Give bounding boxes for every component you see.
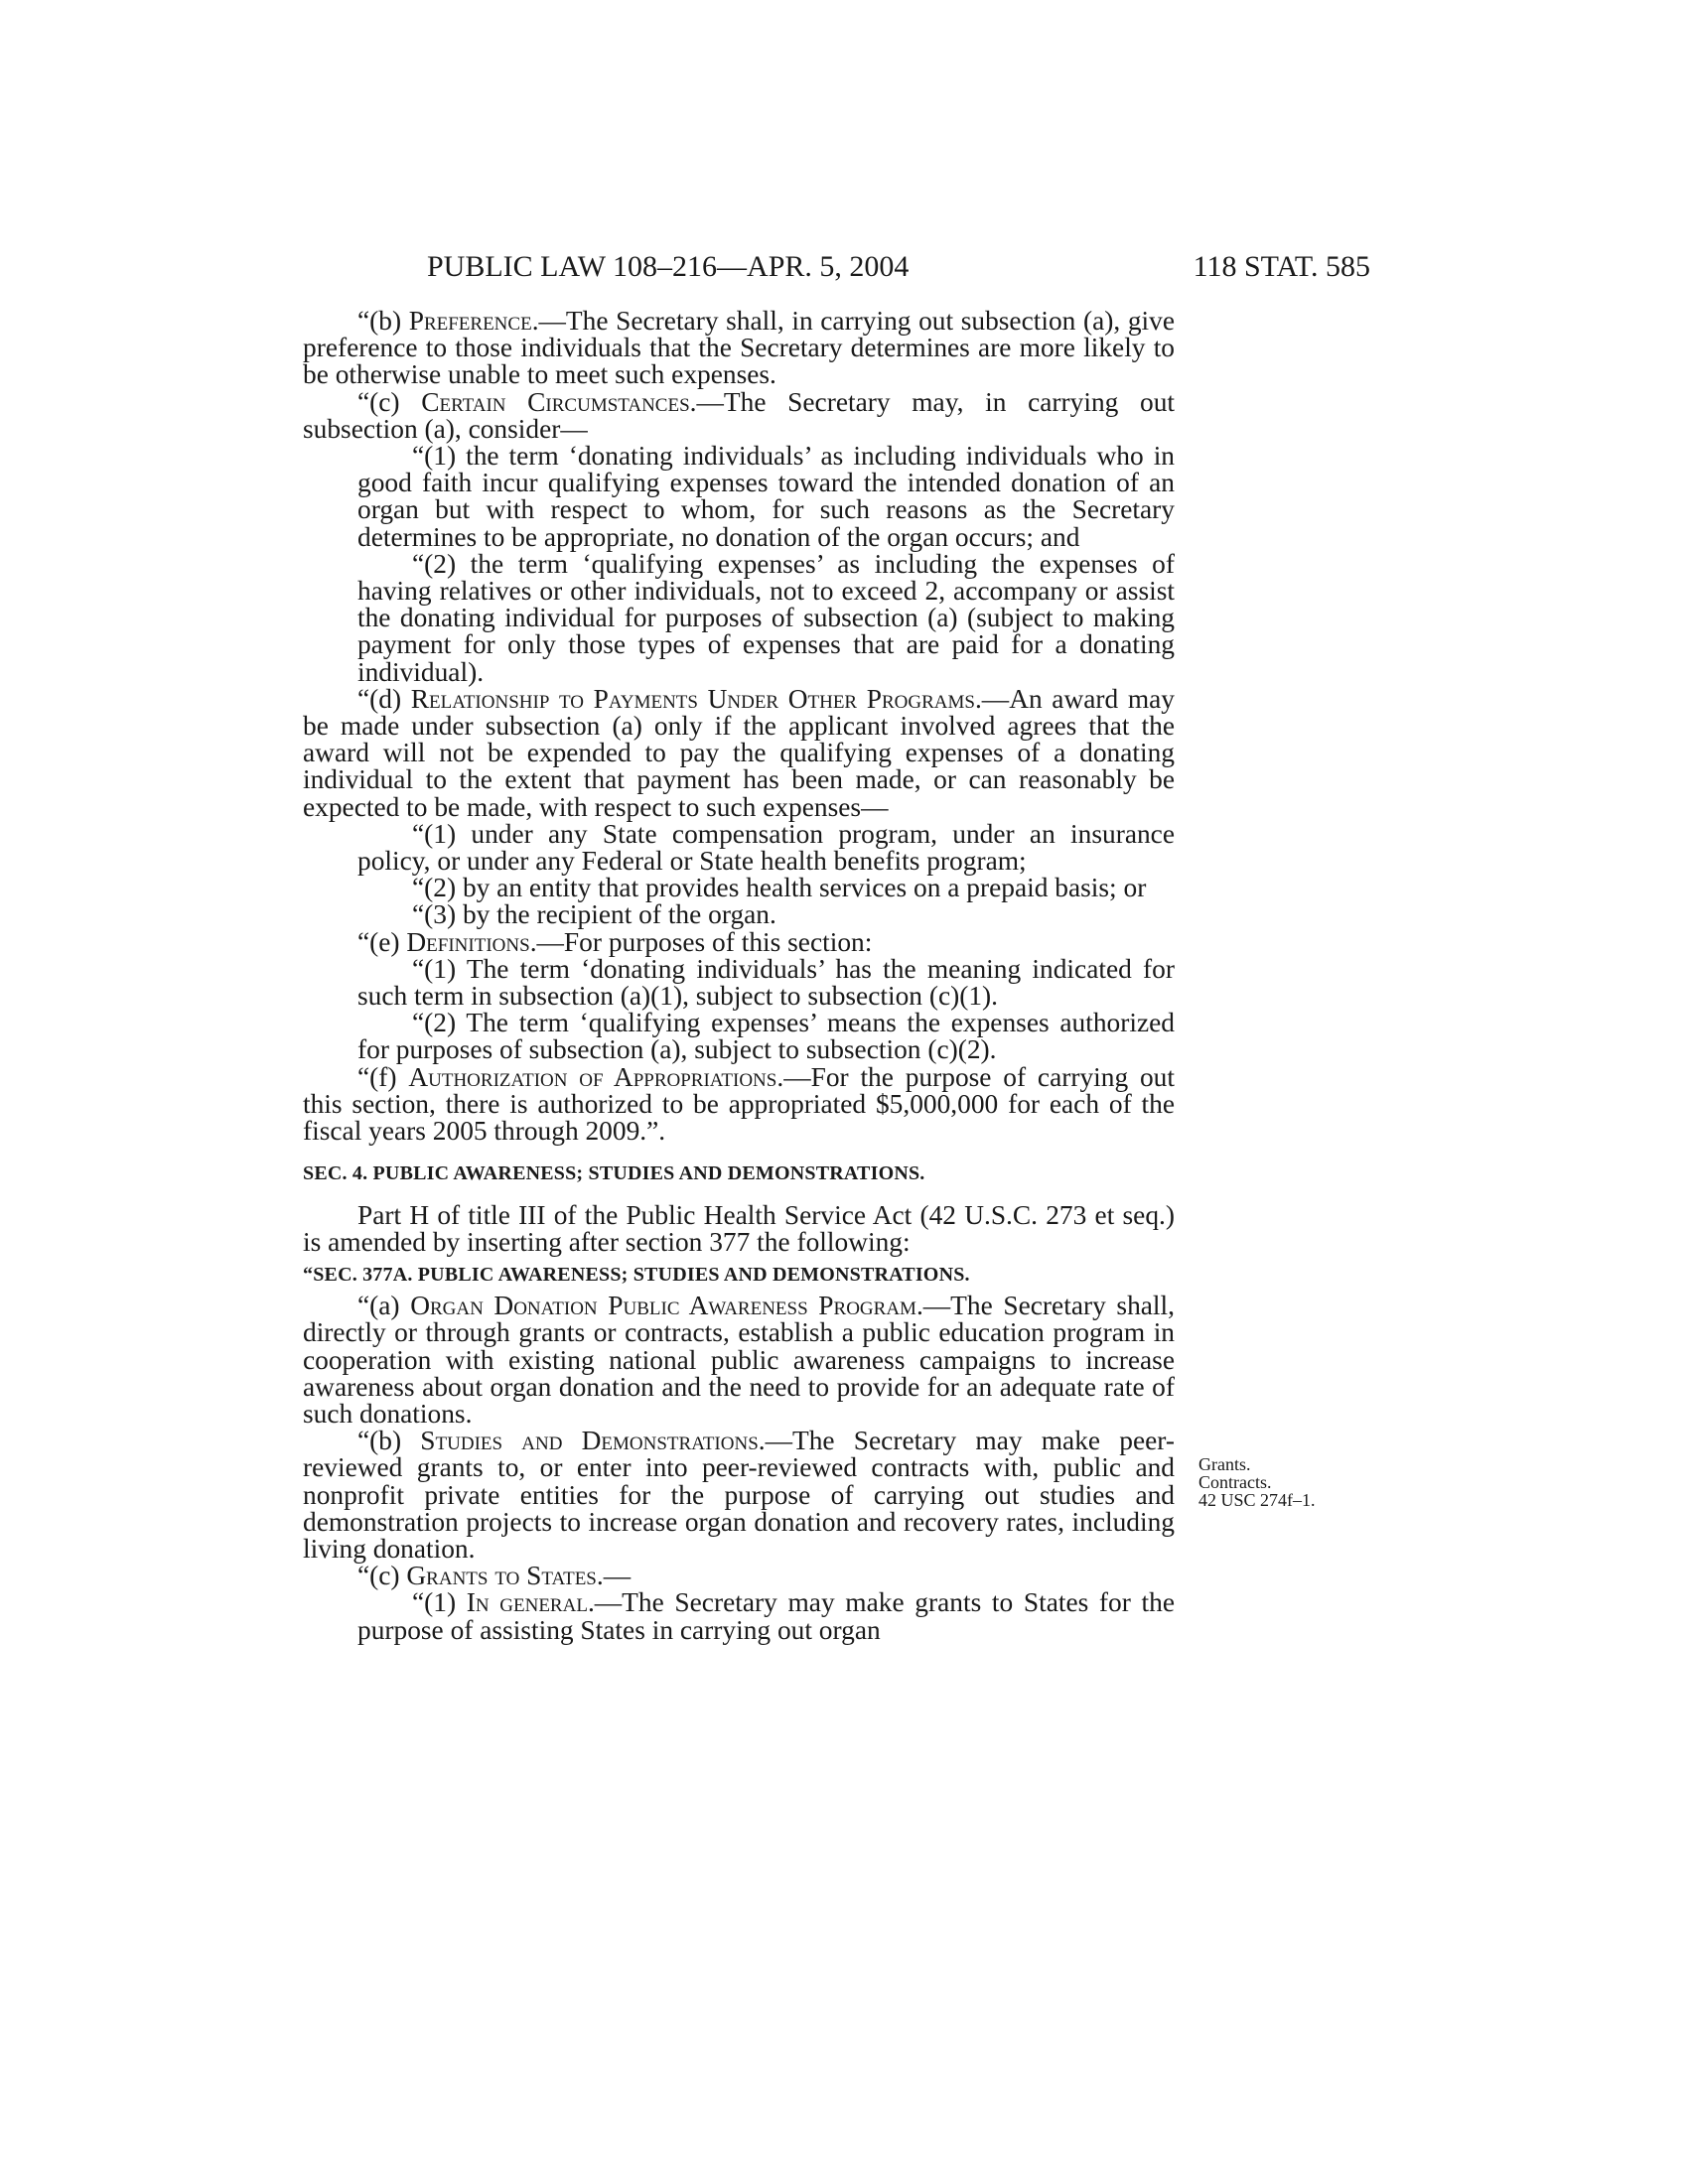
document-body (303, 308, 1175, 1644)
paragraph-e1: “(1) The term ‘donating individuals’ has the meaning indicated for such term in subsection (a)(1), subject to subsection (c)(1). (357, 953, 1175, 1012)
subsection-b-preference: “(b) Preference.—The Secretary shall, in carrying out subsection (a), give preference to those individuals that the Secretary determines are more likely to be otherwise unable to meet such expenses. (303, 306, 1175, 390)
margin-note (1198, 1455, 1347, 1509)
subsection-heading: Preference (408, 306, 532, 336)
page-header (303, 250, 1370, 290)
subsection-d-relationship: “(d) Relationship to Payments Under Other Programs.—An award may be made under subsection (a) only if the applicant involved agrees that the award will not be expended to pay the qualifying expenses of a donating individual to the extent that payment has been made, or can reasonably be expected to be made, with respect to such expenses— (303, 683, 1175, 822)
subsection-c-grants-to-states: “(c) Grants to States.— (357, 1561, 632, 1591)
subsection-heading: Relationship to Payments Under Other Programs (410, 683, 975, 714)
paragraph-d2: “(2) by an entity that provides health services on a prepaid basis; or (412, 873, 1147, 903)
subsection-heading: Organ Donation Public Awareness Program (410, 1291, 916, 1321)
paragraph-e2: “(2) The term ‘qualifying expenses’ means the expenses authorized for purposes of subsection (a), subject to subsection (c)(2). (357, 1008, 1175, 1065)
subsection-a-public-awareness: “(a) Organ Donation Public Awareness Program.—The Secretary shall, directly or through grants or contracts, establish a public education program in cooperation with existing national public awareness campaigns to increase awareness about organ donation and the need to provide for an adequate rate of such donations. (303, 1291, 1175, 1429)
margin-note-usc-citation: 42 USC 274f–1. (1198, 1490, 1316, 1510)
subsection-heading: Grants to States (406, 1561, 597, 1591)
page-header-title: PUBLIC LAW 108–216—APR. 5, 2004 (427, 250, 910, 283)
margin-note-grants: Grants. (1198, 1454, 1251, 1474)
subsection-c-circumstances: “(c) Certain Circumstances.—The Secretary may, in carrying out subsection (a), consider— (303, 386, 1176, 444)
section-4-text: Part H of title III of the Public Health Service Act (42 U.S.C. 273 et seq.) is amended by inserting after section 377 the following: (303, 1199, 1175, 1257)
subsection-heading: Certain Circumstances (421, 386, 690, 417)
section-377a-heading: “SEC. 377A. PUBLIC AWARENESS; STUDIES AND DEMONSTRATIONS. (303, 1263, 970, 1286)
paragraph-c2: “(2) the term ‘qualifying expenses’ as including the expenses of having relatives or other individuals, not to exceed 2, accompany or assist the donating individual for purposes of subsection (a) (subject to making payment for only those types of expenses that are paid for a donating individual). (357, 548, 1175, 687)
paragraph-d3: “(3) by the recipient of the organ. (412, 899, 776, 930)
subsection-e-definitions: “(e) Definitions.—For purposes of this section: (357, 926, 873, 957)
subsection-b-studies: “(b) Studies and Demonstrations.—The Secretary may make peer-reviewed grants to, or enter into peer-reviewed contracts with, public and nonprofit private entities for the purpose of carrying out studies and demonstration projects to increase organ donation and recovery rates, including living donation. (303, 1426, 1175, 1564)
subsection-heading: In general (466, 1587, 588, 1618)
subsection-f-authorization: “(f) Authorization of Appropriations.—For the purpose of carrying out this section, there is authorized to be appropriated $5,000,000 for each of the fiscal years 2005 through 2009.”. (303, 1061, 1175, 1147)
subsection-heading: Definitions (406, 926, 530, 957)
margin-note-contracts: Contracts. (1198, 1472, 1272, 1492)
section-4-heading: SEC. 4. PUBLIC AWARENESS; STUDIES AND DEMONSTRATIONS. (303, 1162, 925, 1185)
paragraph-c3-1: “(1) In general.—The Secretary may make grants to States for the purpose of assisting States in carrying out organ (357, 1587, 1175, 1645)
paragraph-c1: “(1) the term ‘donating individuals’ as including individuals who in good faith incur qualifying expenses toward the intended donation of an organ but with respect to whom, for such reasons as the Secretary determines to be appropriate, no donation of the organ occurs; and (357, 441, 1175, 552)
paragraph-d1: “(1) under any State compensation program, under an insurance policy, or under any Federal or State health benefits program; (357, 818, 1175, 877)
page-header-stat: 118 STAT. 585 (1193, 250, 1370, 283)
subsection-heading: Authorization of Appropriations (408, 1061, 777, 1092)
subsection-heading: Studies and Demonstrations (420, 1426, 759, 1456)
